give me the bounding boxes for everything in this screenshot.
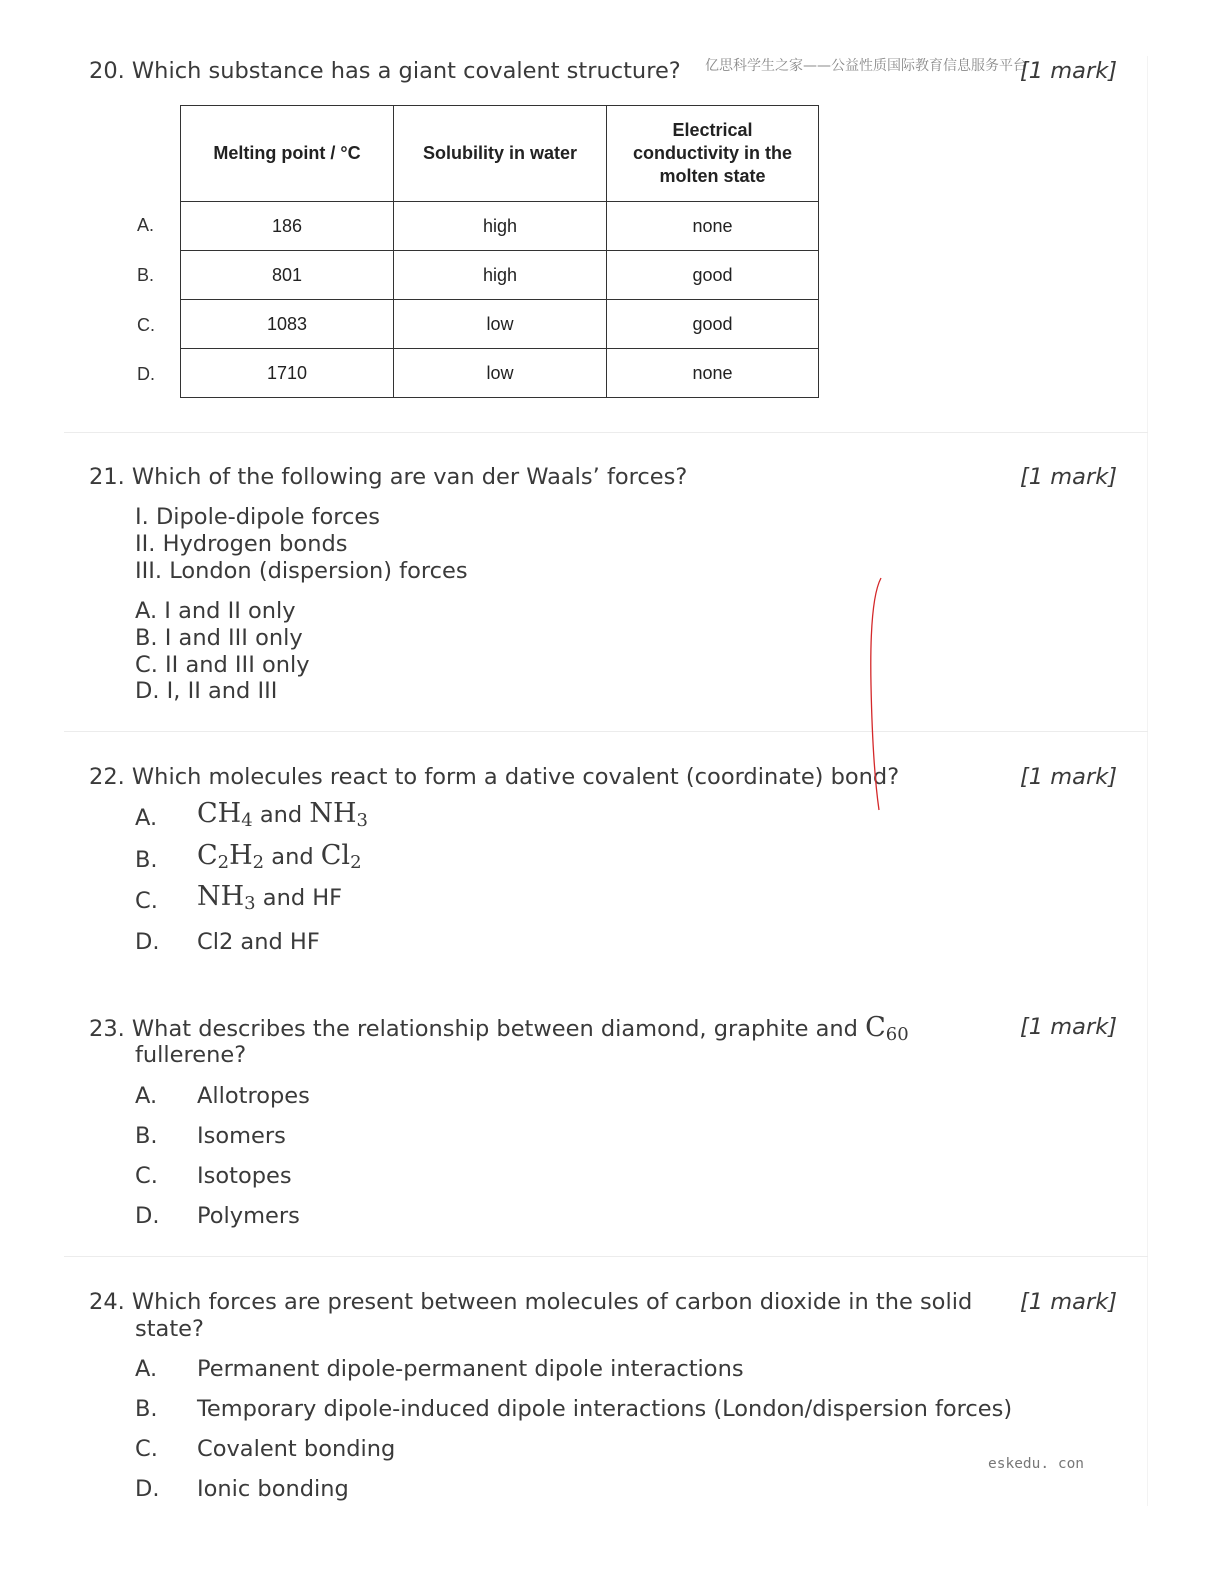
statement-ii: II. Hydrogen bonds <box>135 531 348 557</box>
question-divider <box>64 731 1148 732</box>
table-cell: 1710 <box>181 349 394 398</box>
table-cell: none <box>607 202 819 251</box>
table-row <box>181 300 819 349</box>
option-d: D. I, II and III <box>135 678 278 704</box>
table-cell: good <box>607 300 819 349</box>
question-22-mark: [1 mark] <box>1020 764 1118 790</box>
option-d-letter: D. <box>135 1476 160 1502</box>
pen-annotation-icon <box>864 575 888 815</box>
question-divider <box>64 1256 1148 1257</box>
table-row-label-b: B. <box>137 265 155 285</box>
table-header-solubility: Solubility in water <box>394 106 607 202</box>
option-a-letter: A. <box>135 1083 158 1109</box>
option-a-letter: A. <box>135 805 158 831</box>
question-23-mark: [1 mark] <box>1020 1014 1118 1040</box>
table-row-label-a: A. <box>137 215 155 235</box>
page-edge <box>1147 56 1148 1506</box>
formula: $CH_4$ <box>197 798 253 831</box>
option-b-text: Temporary dipole-induced dipole interactions (London/dispersion forces) <box>197 1396 1013 1422</box>
formula: $NH_3$ <box>309 798 368 831</box>
table-header-conductivity: Electrical conductivity in the molten state <box>607 106 819 202</box>
question-23-text-cont: fullerene? <box>135 1042 247 1068</box>
formula: $NH_3$ <box>197 881 256 914</box>
question-21-mark: [1 mark] <box>1020 464 1118 490</box>
formula: $C_{60}$ <box>865 1012 909 1045</box>
option-c-letter: C. <box>135 888 158 914</box>
option-c-text: Isotopes <box>197 1163 292 1189</box>
statement-i: I. Dipole-dipole forces <box>135 504 380 530</box>
option-a: A. I and II only <box>135 598 296 624</box>
question-24-text-cont: state? <box>135 1316 204 1342</box>
table-row <box>181 202 819 251</box>
table-cell: high <box>394 202 607 251</box>
properties-table <box>180 105 819 398</box>
table-row <box>181 349 819 398</box>
formula: $C_2H_2$ <box>197 840 265 873</box>
statement-iii: III. London (dispersion) forces <box>135 558 468 584</box>
question-23-text: 23. What describes the relationship between diamond, graphite and $C_{60}$ <box>89 1012 909 1045</box>
table-cell: 801 <box>181 251 394 300</box>
table-header-row <box>181 106 819 202</box>
option-d-letter: D. <box>135 929 160 955</box>
table-cell: 186 <box>181 202 394 251</box>
option-d-letter: D. <box>135 1203 160 1229</box>
option-c-letter: C. <box>135 1436 158 1462</box>
formula: $Cl_2$ <box>320 840 362 873</box>
option-a-formula: $CH_4$ and $NH_3$ <box>197 798 368 831</box>
table-cell: none <box>607 349 819 398</box>
question-22-text: 22. Which molecules react to form a dative covalent (coordinate) bond? <box>89 764 900 790</box>
table-row-label-c: C. <box>137 315 155 335</box>
option-a-text: Permanent dipole-permanent dipole interactions <box>197 1356 744 1382</box>
question-24-mark: [1 mark] <box>1020 1289 1118 1315</box>
option-d-text: Polymers <box>197 1203 300 1229</box>
option-d-text: Ionic bonding <box>197 1476 349 1502</box>
table-row-label-d: D. <box>137 364 155 384</box>
option-c-formula: $NH_3$ and HF <box>197 881 343 914</box>
option-b-text: Isomers <box>197 1123 286 1149</box>
question-20-text: 20. Which substance has a giant covalent structure? <box>89 58 681 84</box>
question-24-text: 24. Which forces are present between molecules of carbon dioxide in the solid <box>89 1289 973 1315</box>
option-a-letter: A. <box>135 1356 158 1382</box>
option-c-letter: C. <box>135 1163 158 1189</box>
table-cell: low <box>394 349 607 398</box>
footer-watermark: eskedu. con <box>988 1456 1085 1472</box>
option-c: C. II and III only <box>135 652 310 678</box>
option-a-text: Allotropes <box>197 1083 310 1109</box>
option-b-formula: $C_2H_2$ and $Cl_2$ <box>197 840 362 873</box>
option-d-text: Cl2 and HF <box>197 929 320 955</box>
option-b-letter: B. <box>135 1123 158 1149</box>
option-b-letter: B. <box>135 1396 158 1422</box>
table-cell: high <box>394 251 607 300</box>
table-cell: good <box>607 251 819 300</box>
option-b-letter: B. <box>135 847 158 873</box>
table-header-melting-point: Melting point / °C <box>181 106 394 202</box>
question-divider <box>64 432 1148 433</box>
question-21-text: 21. Which of the following are van der Waals’ forces? <box>89 464 688 490</box>
option-c-text: Covalent bonding <box>197 1436 396 1462</box>
option-b: B. I and III only <box>135 625 303 651</box>
watermark: 亿思科学生之家——公益性质国际教育信息服务平台 <box>705 58 1027 74</box>
table-row <box>181 251 819 300</box>
table-cell: low <box>394 300 607 349</box>
table-cell: 1083 <box>181 300 394 349</box>
question-20-mark: [1 mark] <box>1020 58 1118 84</box>
